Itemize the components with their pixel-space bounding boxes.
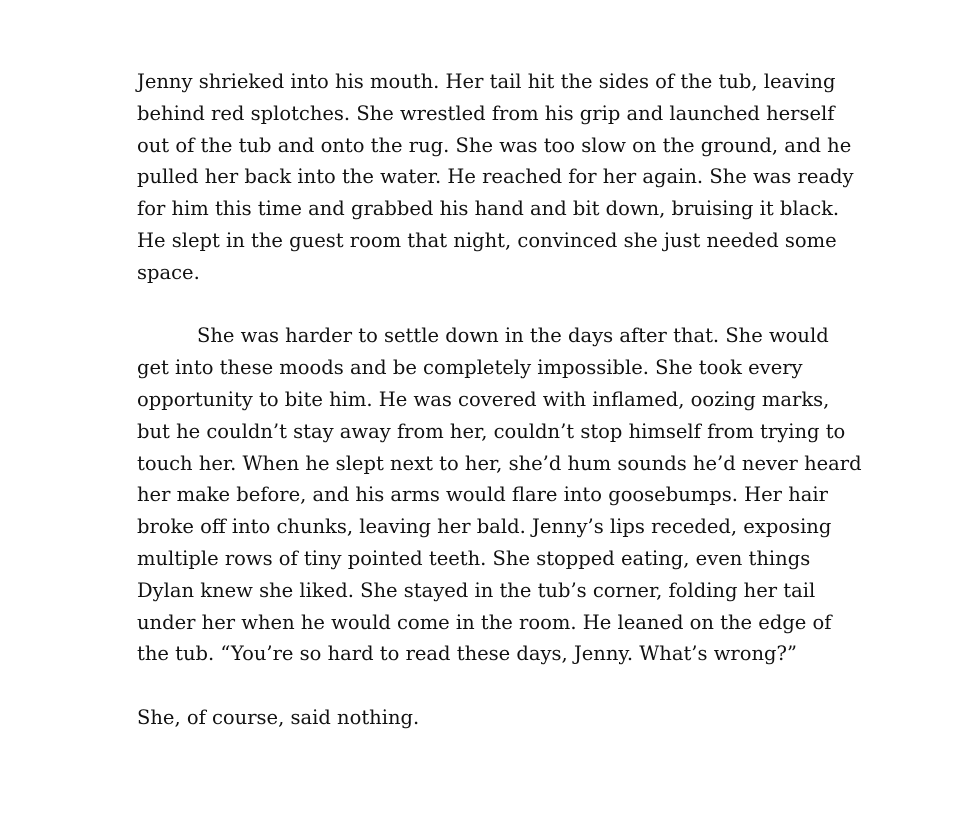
text-line: get into these moods and be completely impossible. She took every bbox=[137, 356, 803, 380]
text-line: Jenny shrieked into his mouth. Her tail hit the sides of the tub, leaving bbox=[137, 70, 836, 93]
text-line: behind red splotches. She wrestled from his grip and launched herself bbox=[137, 101, 835, 125]
text-line: for him this time and grabbed his hand and bit down, bruising it black. bbox=[137, 197, 840, 221]
text-line: touch her. When he slept next to her, she’d hum sounds he’d never heard bbox=[137, 451, 862, 475]
text-line-indented: She was harder to settle down in the days after that. She would bbox=[197, 324, 829, 348]
paragraph-1 bbox=[137, 66, 854, 289]
text-line: Dylan knew she liked. She stayed in the tub’s corner, folding her tail bbox=[137, 578, 816, 602]
text-line: her make before, and his arms would flare into goosebumps. Her hair bbox=[137, 483, 828, 507]
text-line: multiple rows of tiny pointed teeth. She stopped eating, even things bbox=[137, 546, 811, 570]
text-line: space. bbox=[137, 260, 200, 284]
paragraph-3 bbox=[137, 702, 837, 734]
text-line: out of the tub and onto the rug. She was too slow on the ground, and he bbox=[137, 133, 852, 157]
text-line: broke off into chunks, leaving her bald. Jenny’s lips receded, exposing bbox=[137, 515, 832, 539]
text-line: She, of course, said nothing. bbox=[137, 705, 420, 729]
text-line: but he couldn’t stay away from her, couldn’t stop himself from trying to bbox=[137, 419, 846, 443]
paragraph-gap bbox=[137, 289, 837, 321]
paragraph-2 bbox=[137, 320, 862, 670]
text-line: opportunity to bite him. He was covered with inflamed, oozing marks, bbox=[137, 387, 830, 411]
text-line: He slept in the guest room that night, convinced she just needed some bbox=[137, 228, 837, 252]
paragraph-gap bbox=[137, 670, 837, 702]
text-line: the tub. “You’re so hard to read these days, Jenny. What’s wrong?” bbox=[137, 642, 797, 666]
document-page bbox=[137, 66, 862, 734]
text-line: pulled her back into the water. He reached for her again. She was ready bbox=[137, 165, 854, 189]
text-line: under her when he would come in the room. He leaned on the edge of bbox=[137, 610, 832, 634]
